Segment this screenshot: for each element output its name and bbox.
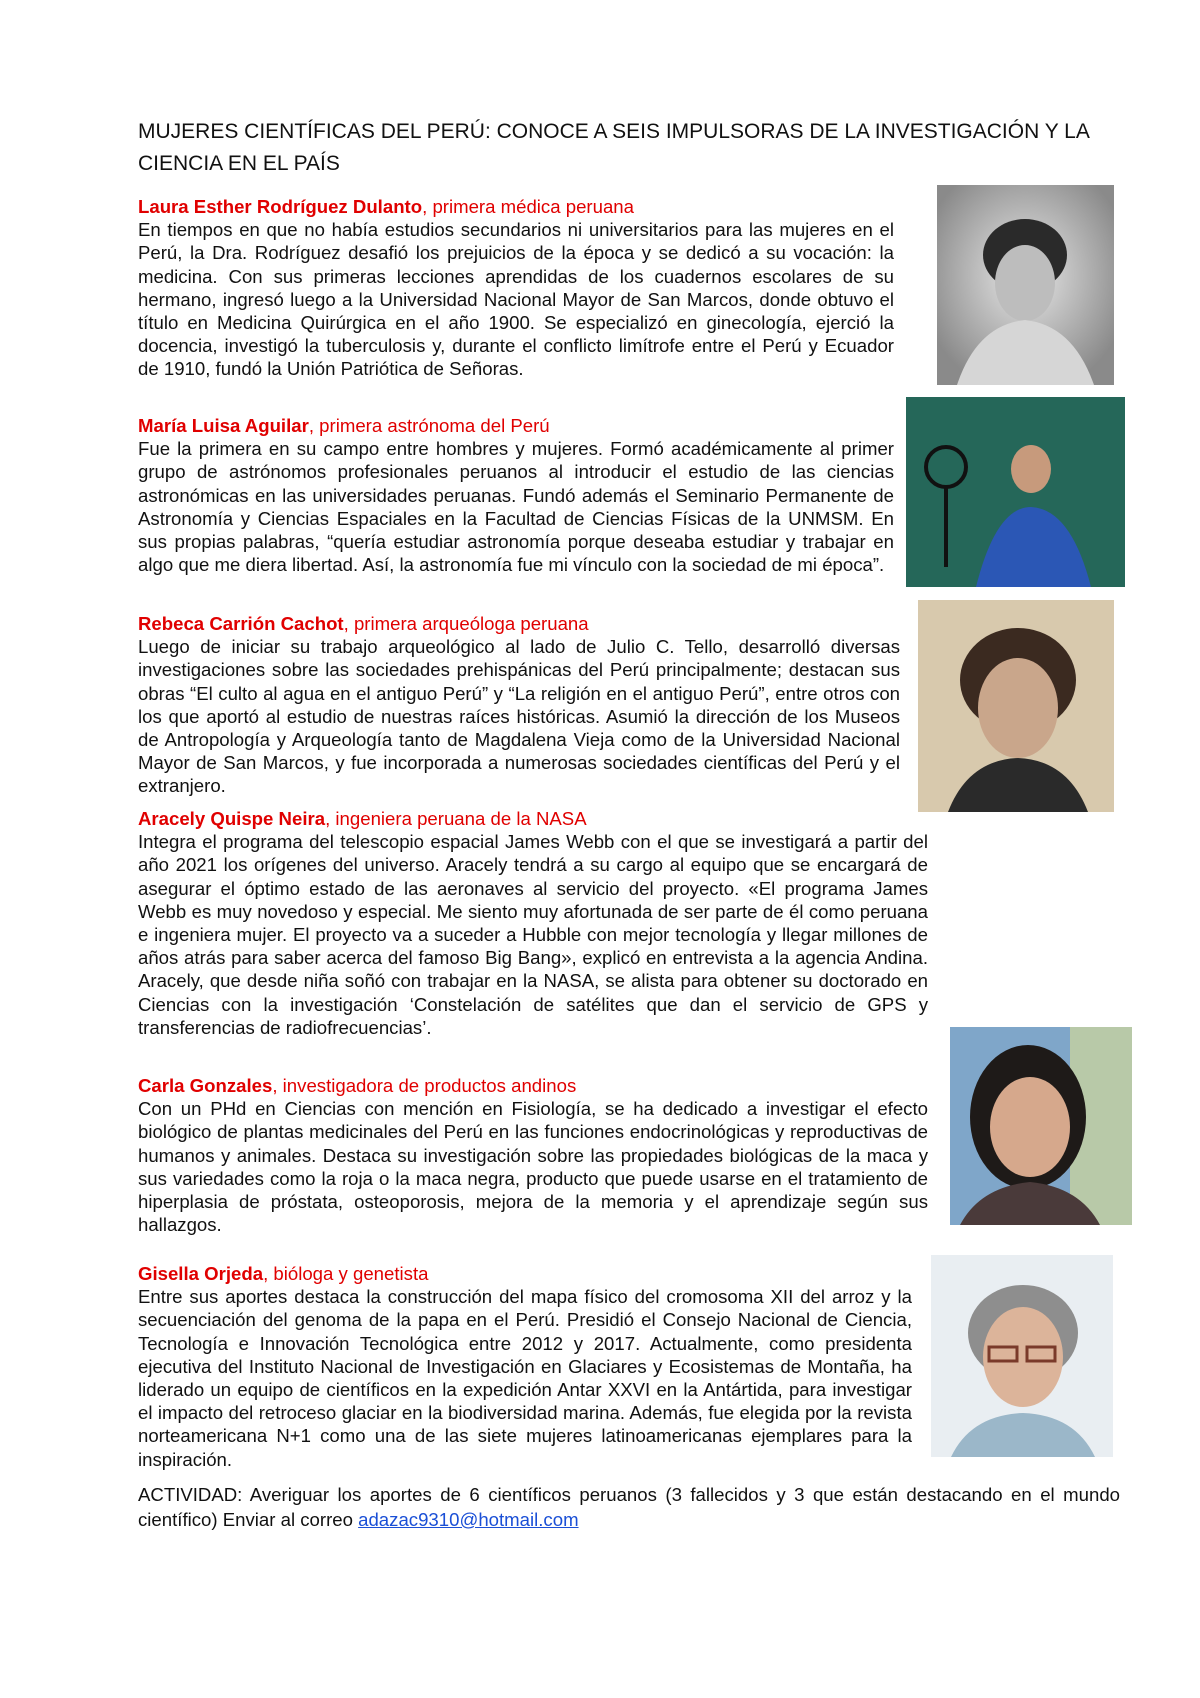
portrait-photo-orjeda: [931, 1255, 1113, 1457]
activity-text: ACTIVIDAD: Averiguar los aportes de 6 científicos peruanos (3 fallecidos y 3 que están destacando en el mundo científico) Enviar al correo: [138, 1484, 1120, 1530]
scientist-section: [138, 807, 928, 1039]
scientist-heading: [138, 195, 894, 218]
email-link[interactable]: adazac9310@hotmail.com: [358, 1509, 579, 1530]
scientist-bio: Integra el programa del telescopio espacial James Webb con el que se investigará a partir del año 2021 los orígenes del universo. Aracely tendrá a su cargo al equipo que se encargará de asegurar el óptimo estado de las aeronaves al servicio del proyecto. «El programa James Webb es muy novedoso y especial. Me siento muy afortunada de ser parte de él como peruana e ingeniera mujer. El proyecto va a suceder a Hubble con mejor tecnología y llegar millones de años atrás para saber acerca del famoso Big Bang», explicó en entrevista a la agencia Andina. Aracely, que desde niña soñó con trabajar en la NASA, se alista para obtener su doctorado en Ciencias con la investigación ‘Constelación de satélites que dan el servicio de GPS y transferencias de radiofrecuencias’.: [138, 831, 928, 1038]
scientist-role: , primera médica peruana: [422, 196, 634, 217]
scientist-name: Carla Gonzales: [138, 1075, 273, 1096]
scientist-bio: Fue la primera en su campo entre hombres y mujeres. Formó académicamente al primer grupo de astrónomos profesionales peruanos al introducir el estudio de las ciencias astronómicas en las universidades peruanas. Fundó además el Seminario Permanente de Astronomía y Ciencias Espaciales en la Facultad de Ciencias Físicas de la UNMSM. En sus propias palabras, “quería estudiar astronomía porque deseaba estudiar y trabajar en algo que me diera libertad. Así, la astronomía fue mi vínculo con la sociedad de mi época”.: [138, 438, 894, 576]
scientist-bio: En tiempos en que no había estudios secundarios ni universitarios para las mujeres en el Perú, la Dra. Rodríguez desafió los prejuicios de la época y se dedicó a su vocación: la medicina. Con sus primeras lecciones aprendidas de los cuadernos escolares de su hermano, ingresó luego a la Universidad Nacional Mayor de San Marcos, donde obtuvo el título en Medicina Quirúrgica en el año 1900. Se especializó en ginecología, ejerció la docencia, investigó la tuberculosis y, durante el conflicto limítrofe entre el Perú y Ecuador de 1910, fundó la Unión Patriótica de Señoras.: [138, 219, 894, 380]
scientist-bio: Luego de iniciar su trabajo arqueológico al lado de Julio C. Tello, desarrolló diversas investigaciones sobre las sociedades prehispánicas del Perú principalmente; destacan sus obras “El culto al agua en el antiguo Perú” y “La religión en el antiguo Perú”, entre otros con los que aportó al estudio de nuestras raíces históricas. Asumió la dirección de los Museos de Antropología y Arqueología tanto de Magdalena Vieja como de la Universidad Nacional Mayor de San Marcos, y fue incorporada a numerosas sociedades científicas del Perú y el extranjero.: [138, 636, 900, 797]
scientist-bio: Entre sus aportes destaca la construcción del mapa físico del cromosoma XII del arroz y la secuenciación del genoma de la papa en el Perú. Presidió el Consejo Nacional de Ciencia, Tecnología e Innovación Tecnológica entre 2012 y 2017. Actualmente, como presidenta ejecutiva del Instituto Nacional de Investigación en Glaciares y Ecosistemas de Montaña, ha liderado un equipo de científicos en la expedición Antar XXVI en la Antártida, para investigar el impacto del retroceso glaciar en la biodiversidad marina. Además, fue elegida por la revista norteamericana N+1 como una de las siete mujeres latinoamericanas ejemplares para la inspiración.: [138, 1286, 912, 1470]
scientist-section: [138, 1262, 912, 1471]
scientist-section: [138, 414, 894, 576]
portrait-photo-rodriguez: [937, 185, 1114, 385]
scientist-heading: [138, 612, 900, 635]
scientist-name: Rebeca Carrión Cachot: [138, 613, 344, 634]
scientist-name: María Luisa Aguilar: [138, 415, 309, 436]
scientist-section: [138, 1074, 928, 1236]
scientist-role: , investigadora de productos andinos: [272, 1075, 577, 1096]
scientist-role: , ingeniera peruana de la NASA: [325, 808, 587, 829]
scientist-heading: [138, 414, 894, 437]
portrait-photo-aguilar: [906, 397, 1125, 587]
portrait-photo-gonzales: [950, 1027, 1132, 1225]
scientist-section: [138, 612, 900, 798]
scientist-role: , primera arqueóloga peruana: [343, 613, 589, 634]
scientist-heading: [138, 807, 928, 830]
document-title: MUJERES CIENTÍFICAS DEL PERÚ: CONOCE A SEIS IMPULSORAS DE LA INVESTIGACIÓN Y LA CIENCIA EN EL PAÍS: [138, 120, 1089, 175]
scientist-name: Gisella Orjeda: [138, 1263, 264, 1284]
scientist-role: , primera astrónoma del Perú: [308, 415, 550, 436]
scientist-role: , bióloga y genetista: [263, 1263, 429, 1284]
scientist-name: Laura Esther Rodríguez Dulanto: [138, 196, 423, 217]
scientist-heading: [138, 1262, 912, 1285]
portrait-photo-carrion: [918, 600, 1114, 812]
scientist-section: [138, 195, 894, 381]
scientist-heading: [138, 1074, 928, 1097]
scientist-bio: Con un PHd en Ciencias con mención en Fisiología, se ha dedicado a investigar el efecto biológico de plantas medicinales del Perú en las funciones endocrinológicas y reproductivas de humanos y animales. Destaca su investigación sobre las propiedades biológicas de la maca y sus variedades como la roja o la maca negra, producto que puede usarse en el tratamiento de hiperplasia de próstata, osteoporosis, mejora de la memoria y el aprendizaje según sus hallazgos.: [138, 1098, 928, 1236]
scientist-name: Aracely Quispe Neira: [138, 808, 326, 829]
activity-paragraph: [138, 1482, 1120, 1532]
